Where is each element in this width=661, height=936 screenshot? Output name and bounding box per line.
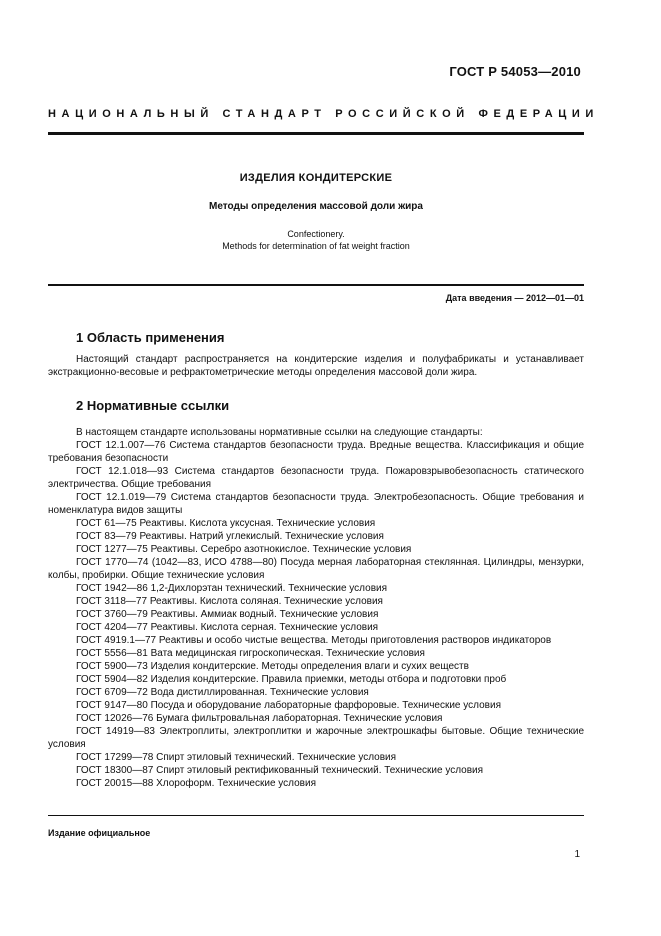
reference-title: Реактивы. Кислота соляная. Технические условия xyxy=(149,596,383,607)
reference-list xyxy=(48,439,584,790)
reference-title: Вата медицинская гигроскопическая. Технические условия xyxy=(150,648,425,659)
reference-code: ГОСТ 1277—75 xyxy=(76,544,148,555)
reference-code: ГОСТ 83—79 xyxy=(76,531,137,542)
reference-code: ГОСТ 5904—82 xyxy=(76,674,148,685)
reference-title: Реактивы. Натрий углекислый. Технические условия xyxy=(139,531,384,542)
reference-item xyxy=(48,751,584,764)
reference-item xyxy=(48,712,584,725)
reference-title: Реактивы. Серебро азотнокислое. Технические условия xyxy=(150,544,412,555)
reference-title: Посуда и оборудование лабораторные фарфоровые. Технические условия xyxy=(150,700,501,711)
references-intro: В настоящем стандарте использованы нормативные ссылки на следующие стандарты: xyxy=(76,427,483,438)
reference-item xyxy=(48,543,584,556)
reference-item xyxy=(48,634,584,647)
english-title xyxy=(48,228,584,252)
reference-title: Система стандартов безопасности труда. Вредные вещества. Классификация и общие требования безопасности xyxy=(48,440,585,464)
reference-title: Реактивы. Кислота уксусная. Технические условия xyxy=(139,518,376,529)
reference-item xyxy=(48,725,584,751)
reference-title: Изделия кондитерские. Правила приемки, методы отбора и подготовки проб xyxy=(150,674,507,685)
reference-code: ГОСТ 61—75 xyxy=(76,518,137,529)
reference-item xyxy=(48,439,584,465)
official-edition-note: Издание официальное xyxy=(48,828,151,838)
header-rule xyxy=(48,132,584,135)
reference-title: Спирт этиловый ректификованный технический. Технические условия xyxy=(156,765,484,776)
reference-code: ГОСТ 6709—72 xyxy=(76,687,148,698)
reference-item xyxy=(48,660,584,673)
reference-code: ГОСТ 3760—79 xyxy=(76,609,148,620)
document-subtitle: Методы определения массовой доли жира xyxy=(209,201,423,212)
title-rule xyxy=(48,284,584,286)
reference-code: ГОСТ 12.1.007—76 xyxy=(76,440,166,451)
section-2-heading: 2 Нормативные ссылки xyxy=(76,398,230,413)
section-1-text: Настоящий стандарт распространяется на кондитерские изделия и полуфабрикаты и устанавливает экстракционно-весовые и рефрактометрические методы определения массовой доли жира. xyxy=(48,354,584,378)
footer-rule xyxy=(48,815,584,816)
reference-code: ГОСТ 4204—77 xyxy=(76,622,148,633)
reference-title: Спирт этиловый технический. Технические условия xyxy=(156,752,397,763)
english-title-line-2: Methods for determination of fat weight fraction xyxy=(222,241,410,251)
reference-code: ГОСТ 1942—86 xyxy=(76,583,148,594)
reference-title: Бумага фильтровальная лабораторная. Технические условия xyxy=(156,713,443,724)
document-number: ГОСТ Р 54053—2010 xyxy=(449,64,581,79)
reference-item xyxy=(48,517,584,530)
reference-code: ГОСТ 1770—74 (1042—83, ИСО 4788—80) xyxy=(76,557,277,568)
reference-item xyxy=(48,556,584,582)
english-title-line-1: Confectionery. xyxy=(287,229,345,239)
national-standard-line: НАЦИОНАЛЬНЫЙ СТАНДАРТ РОССИЙСКОЙ ФЕДЕРАЦИИ xyxy=(48,108,599,120)
document-title: ИЗДЕЛИЯ КОНДИТЕРСКИЕ xyxy=(239,172,393,184)
normative-references xyxy=(48,426,584,790)
reference-code: ГОСТ 18300—87 xyxy=(76,765,154,776)
reference-item xyxy=(48,673,584,686)
reference-code: ГОСТ 14919—83 xyxy=(76,726,155,737)
reference-item xyxy=(48,465,584,491)
reference-item xyxy=(48,686,584,699)
introduction-date: Дата введения — 2012—01—01 xyxy=(445,293,584,303)
reference-title: 1,2-Дихлорэтан технический. Технические условия xyxy=(150,583,388,594)
reference-title: Реактивы и особо чистые вещества. Методы приготовления растворов индикаторов xyxy=(158,635,552,646)
reference-code: ГОСТ 3118—77 xyxy=(76,596,148,607)
reference-item xyxy=(48,582,584,595)
reference-code: ГОСТ 9147—80 xyxy=(76,700,148,711)
section-1-heading: 1 Область применения xyxy=(76,330,225,345)
reference-code: ГОСТ 4919.1—77 xyxy=(76,635,157,646)
reference-item xyxy=(48,530,584,543)
reference-title: Посуда мерная лабораторная стеклянная. Цилиндры, мензурки, колбы, пробирки. Общие технические условия xyxy=(48,557,585,581)
reference-code: ГОСТ 17299—78 xyxy=(76,752,154,763)
reference-title: Реактивы. Аммиак водный. Технические условия xyxy=(150,609,379,620)
reference-title: Электроплиты, электроплитки и жарочные электрошкафы бытовые. Общие технические условия xyxy=(48,726,585,750)
reference-item xyxy=(48,764,584,777)
page-number: 1 xyxy=(574,849,580,860)
reference-item xyxy=(48,595,584,608)
reference-item xyxy=(48,608,584,621)
reference-code: ГОСТ 12.1.019—79 xyxy=(76,492,167,503)
reference-item xyxy=(48,777,584,790)
reference-item xyxy=(48,491,584,517)
reference-code: ГОСТ 5556—81 xyxy=(76,648,148,659)
reference-code: ГОСТ 5900—73 xyxy=(76,661,148,672)
reference-code: ГОСТ 12.1.018—93 xyxy=(76,466,169,477)
reference-code: ГОСТ 20015—88 xyxy=(76,778,154,789)
reference-title: Реактивы. Кислота серная. Технические условия xyxy=(150,622,379,633)
reference-item xyxy=(48,647,584,660)
reference-title: Система стандартов безопасности труда. Электробезопасность. Общие требования и номенклатура видов защиты xyxy=(48,492,584,516)
reference-item xyxy=(48,699,584,712)
reference-title: Система стандартов безопасности труда. Пожаровзрывобезопасность статического электричества. Общие требования xyxy=(48,466,584,490)
reference-title: Хлороформ. Технические условия xyxy=(156,778,316,789)
reference-title: Вода дистиллированная. Технические условия xyxy=(150,687,369,698)
reference-code: ГОСТ 12026—76 xyxy=(76,713,154,724)
reference-item xyxy=(48,621,584,634)
reference-title: Изделия кондитерские. Методы определения влаги и сухих веществ xyxy=(150,661,469,672)
